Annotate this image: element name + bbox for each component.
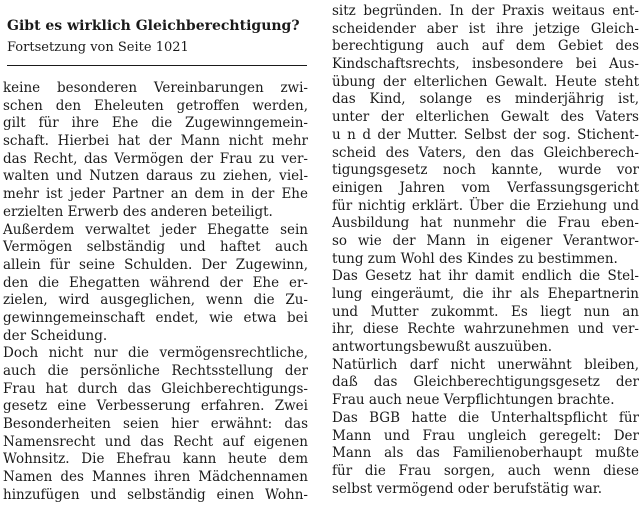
text-line: scheid des Vaters, den das Gleichberech- [332,144,639,161]
text-line: Das Gesetz hat ihr damit endlich die Stel- [332,268,639,285]
text-line: allein für seine Schulden. Der Zugewinn, [3,256,308,273]
text-line: für nichtig erklärt. Über die Erziehung und [332,197,639,214]
text-line: scheidender aber ist ihre jetzige Gleich- [332,20,639,37]
text-line: unter der elterlichen Gewalt des Vaters [332,109,639,126]
text-line: der Scheidung. [3,327,108,344]
text-line: zielen, wird ausgeglichen, wenn die Zu- [3,292,308,309]
text-line: schaft. Hierbei hat der Mann nicht mehr [3,133,308,150]
text-line: tung zum Wohl des Kindes zu bestimmen. [332,250,618,267]
continuation-note: Fortsetzung von Seite 1021 [7,40,189,55]
text-line: gesetz eine Verbesserung erfahren. Zwei [3,398,308,415]
text-line: daß das Gleichberechtigungsgesetz der [332,374,639,391]
text-line: Doch nicht nur die vermögensrechtliche, [3,345,308,362]
text-line: Besonderheiten seien hier erwähnt: das [3,416,308,433]
text-line: Frau auch neue Verpflichtungen brachte. [332,392,615,409]
text-line: u n d der Mutter. Selbst der sog. Stichent- [332,126,639,143]
article-title: Gibt es wirklich Gleichberechtigung? [7,18,300,34]
text-line: Wohnsitz. Die Ehefrau kann heute dem [3,451,308,468]
text-line: lung eingeräumt, die ihr als Ehepartnerin [332,286,639,302]
text-line: Namen des Mannes ihren Mädchennamen [3,469,308,486]
left-column-text [3,80,308,505]
text-line: einigen Jahren vom Verfassungsgericht [332,179,639,196]
text-line: walten und Nutzen daraus zu ziehen, viel- [3,168,308,185]
right-column-text [332,3,639,498]
text-line: schen den Eheleuten getroffen werden, [3,97,308,114]
text-line: mehr ist jeder Partner an dem in der Ehe [3,186,308,203]
text-line: Kindschaftsrechts, insbesondere bei Aus- [332,56,639,73]
text-line: keine besonderen Vereinbarungen zwi- [3,80,308,96]
text-line: das Kind, solange es minderjährig ist, [332,91,639,108]
text-line: Mann und Frau ungleich geregelt: Der [332,427,639,444]
text-line: den die Ehegatten während der Ehe er- [3,274,308,291]
title-divider [7,65,307,66]
text-line: Das BGB hatte die Unterhaltspflicht für [332,409,639,426]
text-line: Ausbildung hat nunmehr die Frau eben- [332,215,639,232]
text-line: übung der elterlichen Gewalt. Heute steht [332,73,639,90]
text-line: Vermögen selbständig und haftet auch [3,239,308,256]
text-line: sitz begründen. In der Praxis weitaus ent- [332,3,639,19]
text-line: Außerdem verwaltet jeder Ehegatte sein [3,221,308,238]
text-line: so wie der Mann in eigener Verantwor- [332,232,639,249]
text-line: berechtigung auch auf dem Gebiet des [332,38,639,55]
text-line: gilt für ihre Ehe die Zugewinngemein- [3,115,308,132]
text-line: erzielten Erwerb des anderen beteiligt. [3,203,273,220]
text-line: das Recht, das Vermögen der Frau zu ver- [3,150,308,167]
text-line: antwortungsbewußt auszuüben. [332,339,553,356]
text-line: Mann als das Familienoberhaupt mußte [332,445,639,462]
text-line: Natürlich darf nicht unerwähnt bleiben, [332,356,639,373]
text-line: Namensrecht und das Recht auf eigenen [3,433,308,450]
text-line: und Mutter zukommt. Es liegt nun an [332,303,639,320]
text-line: für die Frau sorgen, auch wenn diese [332,462,639,479]
text-line: hinzufügen und selbständig einen Wohn- [3,486,308,503]
text-line: selbst vermögend oder berufstätig war. [332,480,602,497]
text-line: tigungsgesetz noch kannte, wurde vor [332,162,639,179]
text-line: auch die persönliche Rechtsstellung der [3,363,308,379]
text-line: gewinngemeinschaft endet, wie etwa bei [3,309,308,326]
text-line: ihr, diese Rechte wahrzunehmen und ver- [332,321,639,338]
text-line: Frau hat durch das Gleichberechtigungs- [3,380,308,397]
